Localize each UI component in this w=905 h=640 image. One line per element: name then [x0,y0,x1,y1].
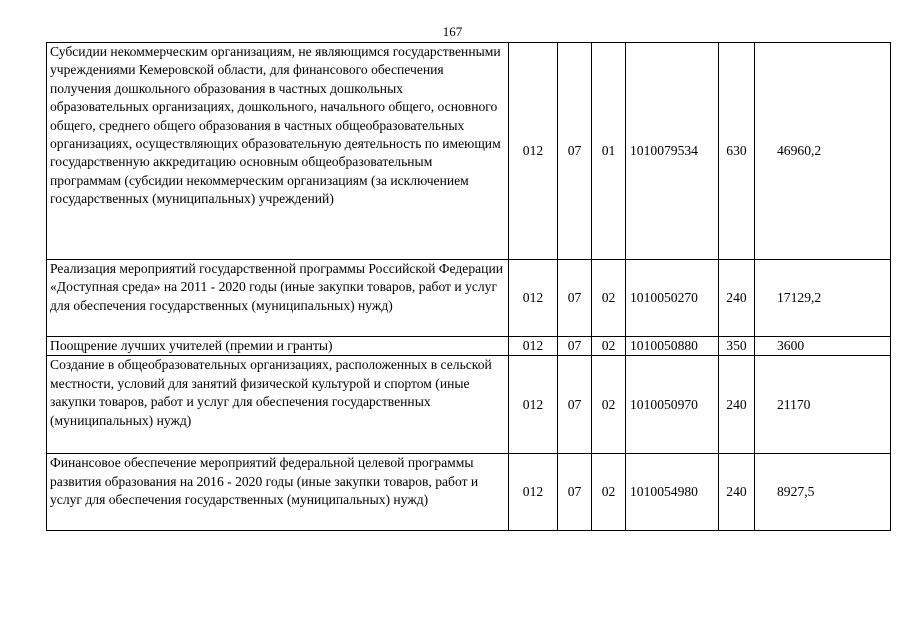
target-article-code: 1010079534 [626,43,719,260]
row-description: Поощрение лучших учителей (премии и гранты) [47,337,509,356]
expense-type-code: 240 [719,260,755,337]
subsection-code: 02 [592,260,626,337]
section-code: 07 [558,454,592,531]
table-row [47,260,891,337]
expense-type-code: 240 [719,356,755,454]
subsection-code: 02 [592,454,626,531]
target-article-code: 1010050880 [626,337,719,356]
amount-value: 3600 [755,337,891,356]
row-description: Субсидии некоммерческим организациям, не являющимся государственными учреждениями Кемеровской области, для финансового обеспечения получения дошкольного образования в частных дошкольных образовательных организациях, дошкольного, начального общего, основного общего, среднего общего образования в частных общеобразовательных организациях, осуществляющих образовательную деятельность по имеющим государственную аккредитацию основным общеобразовательным программам (субсидии некоммерческим организациям (за исключением государственных (муниципальных) учреждений) [47,43,509,260]
budget-table [46,42,891,531]
ministry-code: 012 [509,260,558,337]
row-description: Финансовое обеспечение мероприятий федеральной целевой программы развития образования на 2016 - 2020 годы (иные закупки товаров, работ и услуг для обеспечения государственных (муниципальных) нужд) [47,454,509,531]
section-code: 07 [558,356,592,454]
target-article-code: 1010054980 [626,454,719,531]
amount-value: 46960,2 [755,43,891,260]
table-row [47,454,891,531]
table-row [47,43,891,260]
subsection-code: 01 [592,43,626,260]
ministry-code: 012 [509,43,558,260]
expense-type-code: 350 [719,337,755,356]
table-row [47,356,891,454]
amount-value: 21170 [755,356,891,454]
ministry-code: 012 [509,454,558,531]
section-code: 07 [558,260,592,337]
row-description: Реализация мероприятий государственной программы Российской Федерации «Доступная среда» на 2011 - 2020 годы (иные закупки товаров, работ и услуг для обеспечения государственных (муниципальных) нужд) [47,260,509,337]
page-number: 167 [442,24,463,39]
amount-value: 17129,2 [755,260,891,337]
section-code: 07 [558,337,592,356]
subsection-code: 02 [592,356,626,454]
subsection-code: 02 [592,337,626,356]
expense-type-code: 240 [719,454,755,531]
section-code: 07 [558,43,592,260]
ministry-code: 012 [509,356,558,454]
target-article-code: 1010050970 [626,356,719,454]
expense-type-code: 630 [719,43,755,260]
row-description: Создание в общеобразовательных организациях, расположенных в сельской местности, условий для занятий физической культурой и спортом (иные закупки товаров, работ и услуг для обеспечения государственных (муниципальных) нужд) [47,356,509,454]
target-article-code: 1010050270 [626,260,719,337]
amount-value: 8927,5 [755,454,891,531]
ministry-code: 012 [509,337,558,356]
table-row [47,337,891,356]
